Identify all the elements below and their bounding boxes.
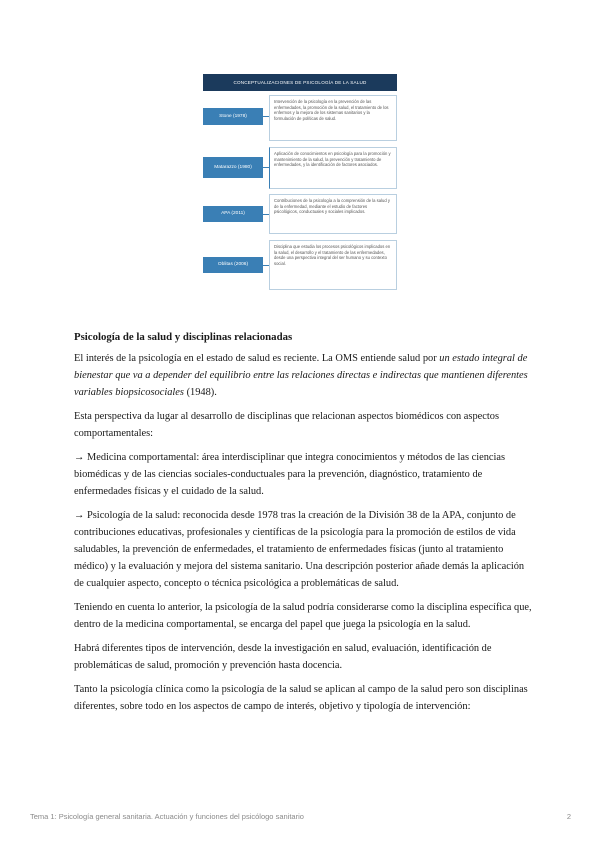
figure-row [203,95,397,141]
figure-row [203,147,397,189]
figure-row [203,240,397,290]
figure-row-text: Intervención de la psicología en la prevención de las enfermedades, la promoción de la salud, el tratamiento de los enfermos y la mejora de los sistemas sanitarios y la formulación de políticas de salud. [269,95,397,141]
figure-row-label: Stone (1978) [203,108,263,125]
paragraph-clinica-vs-salud: Tanto la psicología clínica como la psicología de la salud se aplican al campo de la salud pero son disciplinas diferentes, sobre todo en los aspectos de campo de interés, objetivo y tipología de intervención: [74,684,528,712]
conceptualizations-figure [203,74,397,292]
paragraph-psicologia-salud: → Psicología de la salud: reconocida desde 1978 tras la creación de la División 38 de la APA, conjunto de contribuciones educativas, profesionales y científicas de la psicología para la promoción de estilos de vida saludables, la prevención de enfermedades, el tratamiento de enfermedades físicas (junto al tratamiento médico) y la evaluación y mejora del sistema sanitario. Una descripción posterior añade demás la aplicación de cualquier aspecto, concepto o técnica psicológica a problemáticas de salud. [74,510,525,589]
paragraph-perspective: Esta perspectiva da lugar al desarrollo de disciplinas que relacionan aspectos biomédicos con aspectos comportamentales: [74,411,500,439]
figure-row-text: Disciplina que estudia los procesos psicológicos implicados en la salud, el desarrollo y el tratamiento de las enfermedades, desde una perspectiva integral del ser humano y su contexto social. [269,240,397,290]
figure-header: CONCEPTUALIZACIONES DE PSICOLOGÍA DE LA SALUD [203,74,397,91]
page-number: 2 [566,812,571,821]
figure-row [203,194,397,234]
figure-row-label: Oblitas (2006) [203,257,263,273]
footer-title: Tema 1: Psicología general sanitaria. Actuación y funciones del psicólogo sanitario [30,812,304,821]
section-title: Psicología de la salud y disciplinas relacionadas [74,331,293,343]
figure-row-text: Contribuciones de la psicología a la comprensión de la salud y de la enfermedad, mediante el estudio de factores psicológicos, conductuales y sociales implicados. [269,194,397,234]
paragraph-tipos-intervencion: Habrá diferentes tipos de intervención, desde la investigación en salud, evaluación, identificación de problemáticas de salud, promoción y prevención hasta docencia. [74,643,492,671]
figure-row-label: APA (2011) [203,206,263,222]
body-text [74,350,532,722]
paragraph-medicina-comportamental: → Medicina comportamental: área interdisciplinar que integra conocimientos y métodos de las ciencias biomédicas y de las ciencias sociales-conductuales para la prevención, diagnóstico, tratamiento de enfermedades físicas y el cuidado de la salud. [74,452,506,497]
figure-row-text: Aplicación de conocimientos en psicología para la promoción y mantenimiento de la salud, la prevención y tratamiento de enfermedades, y la identificación de factores asociados. [269,147,397,189]
paragraph-teniendo-en-cuenta: Teniendo en cuenta lo anterior, la psicología de la salud podría considerarse como la disciplina específica que, dentro de la medicina comportamental, se encarga del papel que juega la psicología en la salud. [74,602,532,630]
figure-row-label: Matarazzo (1980) [203,157,263,178]
paragraph-oms-definition: El interés de la psicología en el estado de salud es reciente. La OMS entiende salud por un estado integral de bienestar que va a depender del equilibrio entre las relaciones directas e indirectas que mantienen diferentes variables biopsicosociales (1948). [74,353,528,398]
